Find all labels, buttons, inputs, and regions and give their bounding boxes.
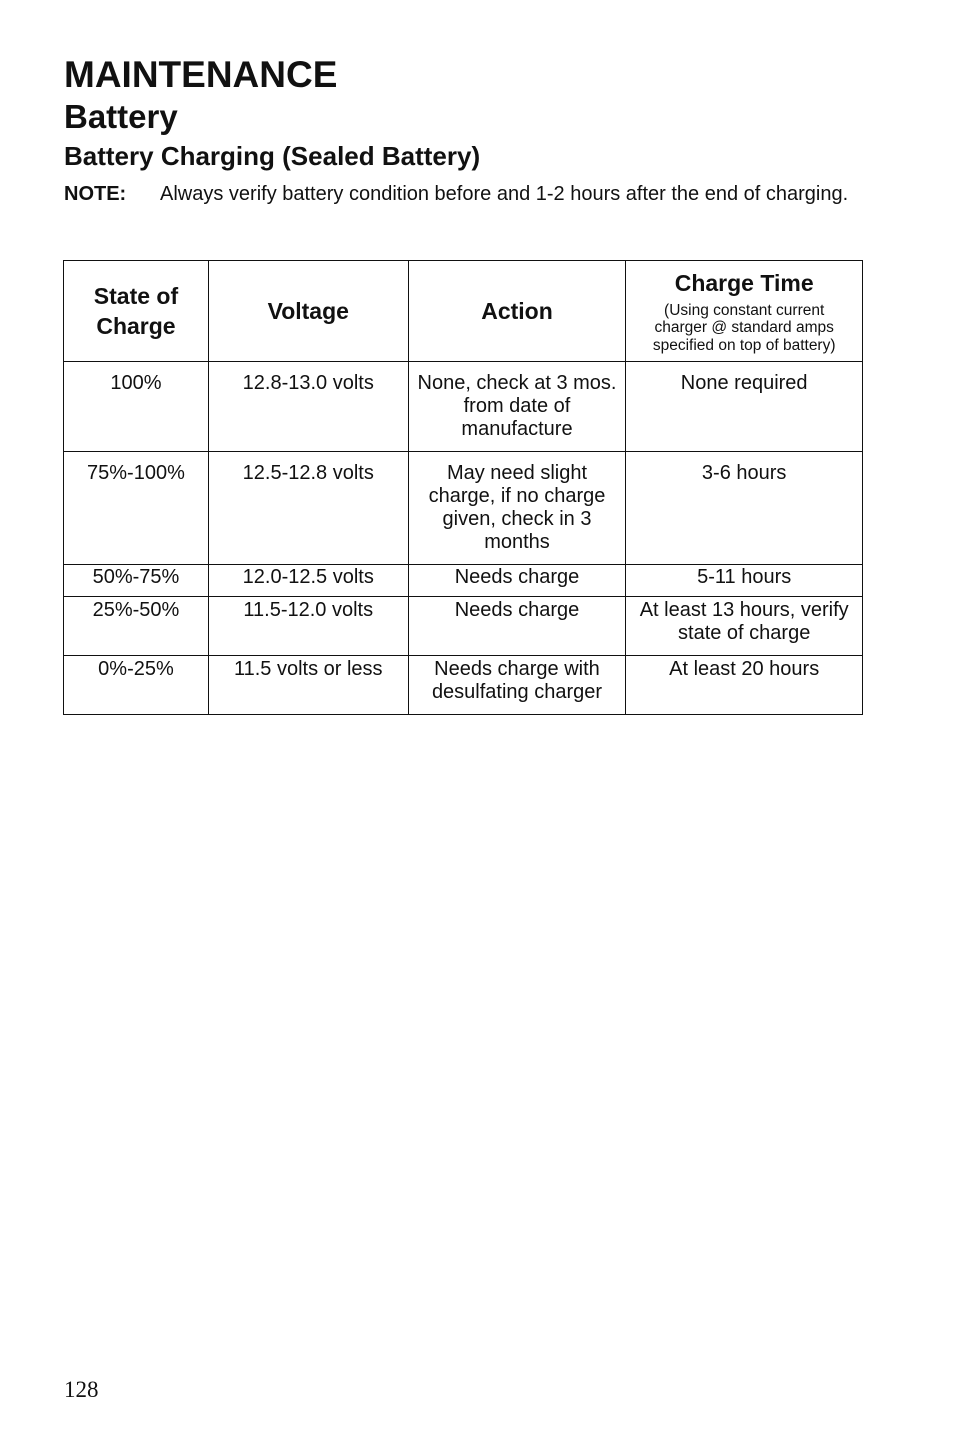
header-action: Action xyxy=(408,261,626,362)
table-header-row xyxy=(64,261,863,362)
cell-voltage: 11.5-12.0 volts xyxy=(208,597,408,656)
cell-voltage: 12.5-12.8 volts xyxy=(208,452,408,565)
cell-state: 0%-25% xyxy=(64,656,209,715)
cell-action: Needs charge xyxy=(408,565,626,597)
cell-time: 3-6 hours xyxy=(626,452,863,565)
cell-action: Needs charge xyxy=(408,597,626,656)
cell-state: 50%-75% xyxy=(64,565,209,597)
table-row xyxy=(64,452,863,565)
cell-state: 75%-100% xyxy=(64,452,209,565)
cell-time: At least 20 hours xyxy=(626,656,863,715)
section-title: MAINTENANCE xyxy=(64,54,338,95)
cell-state: 25%-50% xyxy=(64,597,209,656)
note-text: Always verify battery condition before and 1-2 hours after the end of charging. xyxy=(160,183,849,205)
cell-voltage: 12.8-13.0 volts xyxy=(208,362,408,452)
cell-voltage: 11.5 volts or less xyxy=(208,656,408,715)
table-row xyxy=(64,565,863,597)
cell-time: 5-11 hours xyxy=(626,565,863,597)
cell-action: None, check at 3 mos. from date of manufacture xyxy=(408,362,626,452)
cell-time: At least 13 hours, verify state of charge xyxy=(626,597,863,656)
header-charge-time xyxy=(626,261,863,362)
charge-time-note: (Using constant current charger @ standard amps specified on top of battery) xyxy=(652,301,836,354)
header-state-of-charge: State of Charge xyxy=(64,261,209,362)
note xyxy=(64,180,864,208)
table-row xyxy=(64,597,863,656)
charge-time-label: Charge Time xyxy=(674,269,814,296)
cell-action: Needs charge with desulfating charger xyxy=(408,656,626,715)
page-number: 128 xyxy=(64,1377,99,1402)
table-row xyxy=(64,362,863,452)
subtopic-title: Battery Charging (Sealed Battery) xyxy=(64,141,481,171)
table-row xyxy=(64,656,863,715)
cell-voltage: 12.0-12.5 volts xyxy=(208,565,408,597)
topic-title: Battery xyxy=(64,98,178,135)
cell-time: None required xyxy=(626,362,863,452)
cell-state: 100% xyxy=(64,362,209,452)
battery-charging-table xyxy=(63,260,863,715)
cell-action: May need slight charge, if no charge given, check in 3 months xyxy=(408,452,626,565)
note-label: NOTE: xyxy=(64,183,127,205)
header-voltage: Voltage xyxy=(208,261,408,362)
